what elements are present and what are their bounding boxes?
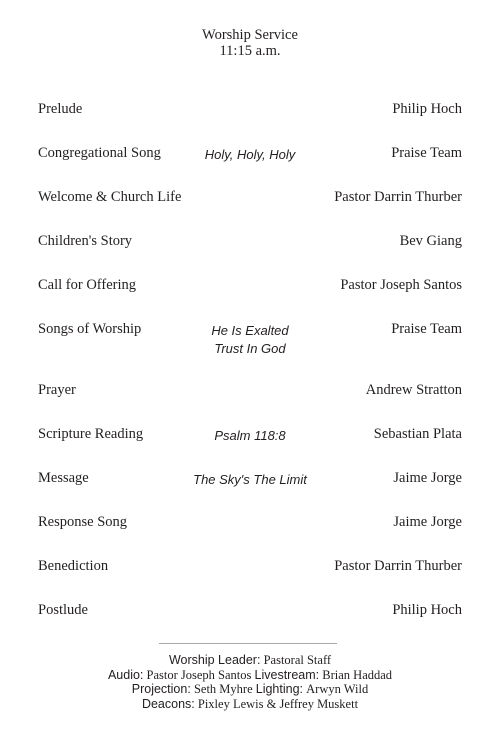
service-header [0, 27, 500, 59]
program-part: Benediction [38, 558, 109, 574]
program-part: Children's Story [38, 233, 133, 249]
program-row [38, 558, 462, 578]
program-row [38, 233, 462, 253]
program-person: Andrew Stratton [365, 382, 462, 398]
program-person: Pastor Joseph Santos [340, 277, 462, 293]
selection-title: Holy, Holy, Holy [204, 147, 296, 162]
program-part: Response Song [38, 514, 128, 530]
staff-credits [0, 653, 500, 711]
program-part: Postlude [38, 602, 88, 618]
audio-name: Pastor Joseph Santos [146, 667, 252, 682]
program-part: Welcome & Church Life [38, 189, 182, 205]
program-person: Pastor Darrin Thurber [334, 558, 462, 574]
lighting-label: Lighting: [255, 682, 304, 696]
program-row [38, 321, 462, 356]
program-row [38, 382, 462, 402]
worship-leader-name: Pastoral Staff [263, 653, 332, 667]
credit-line-audio [0, 668, 500, 683]
selection-title: The Sky's The Limit [193, 472, 307, 487]
program-part: Prayer [38, 382, 76, 398]
deacons-names: Pixley Lewis & Jeffrey Muskett [197, 696, 359, 711]
service-time: 11:15 a.m. [219, 43, 281, 59]
program-row [38, 189, 462, 209]
credit-line-deacons [0, 697, 500, 712]
program-row [38, 470, 462, 490]
program-person: Pastor Darrin Thurber [334, 189, 462, 205]
program-person: Philip Hoch [392, 101, 462, 117]
footer-divider [159, 643, 337, 644]
program-part: Call for Offering [38, 277, 136, 293]
program-part: Congregational Song [38, 145, 161, 161]
program-row [38, 426, 462, 446]
program-person: Sebastian Plata [373, 426, 462, 442]
program-row [38, 101, 462, 121]
program-part: Prelude [38, 101, 83, 117]
program-part: Message [38, 470, 89, 486]
program-person: Praise Team [391, 321, 462, 337]
credit-line-projection [0, 682, 500, 697]
livestream-label: Livestream: [254, 667, 320, 682]
program-row [38, 145, 462, 165]
projection-label: Projection: [131, 682, 191, 696]
program-part: Songs of Worship [38, 321, 142, 337]
program-person: Praise Team [391, 145, 462, 161]
selection-title: He Is Exalted [211, 323, 289, 338]
selection-title: Trust In God [214, 341, 286, 356]
projection-name: Seth Myhre [193, 682, 253, 696]
deacons-label: Deacons: [141, 696, 195, 711]
selection-title: Psalm 118:8 [214, 428, 286, 443]
program-row [38, 514, 462, 534]
lighting-name: Arwyn Wild [306, 682, 369, 696]
program-person: Jaime Jorge [393, 514, 462, 530]
livestream-name: Brian Haddad [322, 667, 393, 682]
program-person: Jaime Jorge [393, 470, 462, 486]
service-title: Worship Service [202, 27, 298, 43]
program-row [38, 277, 462, 297]
worship-leader-label: Worship Leader: [168, 653, 261, 667]
program-person: Bev Giang [399, 233, 462, 249]
audio-label: Audio: [107, 667, 144, 682]
program-row [38, 602, 462, 622]
program-person: Philip Hoch [392, 602, 462, 618]
program-part: Scripture Reading [38, 426, 144, 442]
credit-line-leader [0, 653, 500, 668]
